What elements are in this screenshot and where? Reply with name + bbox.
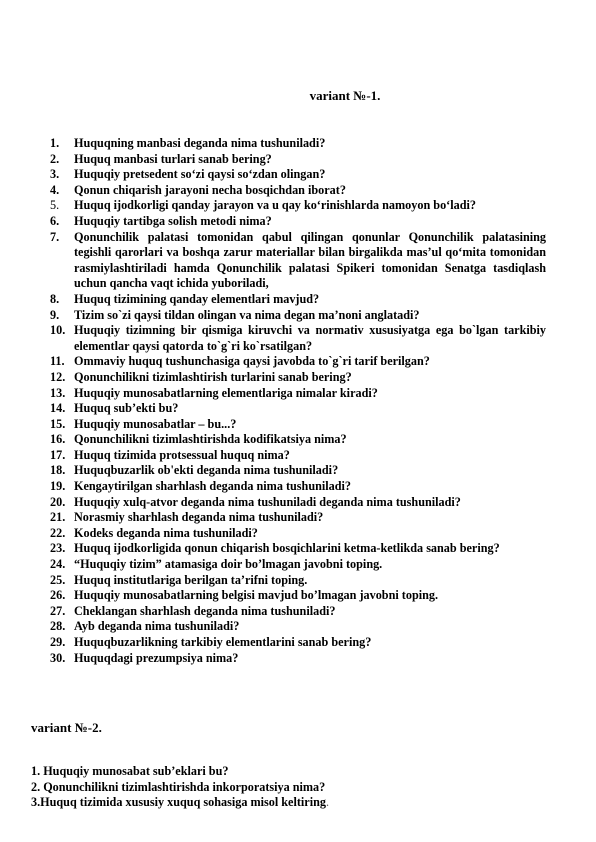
question-number: 6. <box>50 213 60 228</box>
question-number: 19. <box>50 479 66 494</box>
question-number: 12. <box>50 369 66 384</box>
question-item <box>50 526 546 542</box>
question-item <box>50 417 546 433</box>
question-item <box>50 541 546 557</box>
question-item <box>50 308 546 324</box>
question-item <box>50 230 546 292</box>
question-item <box>50 463 546 479</box>
question-text: Qonun chiqarish jarayoni necha bosqichdan iborat? <box>74 182 346 197</box>
question-text: Huquq institutlariga berilgan ta’rifni toping. <box>74 572 308 587</box>
question-number: 1. <box>50 136 60 150</box>
variant-1-question-list <box>50 136 546 666</box>
question-number: 24. <box>50 557 66 572</box>
question-number: 2. <box>50 151 60 166</box>
question-item <box>50 401 546 417</box>
question-number: 13. <box>50 385 66 400</box>
question-item <box>50 198 546 214</box>
question-text: Huquqdagi prezumpsiya nima? <box>74 650 239 665</box>
question-item <box>50 136 546 152</box>
question-item <box>50 432 546 448</box>
question-number: 3. <box>50 167 60 182</box>
question-item <box>50 183 546 199</box>
question-number: 18. <box>50 463 66 478</box>
question-item <box>31 795 551 811</box>
question-item <box>31 780 551 796</box>
question-number: 7. <box>50 229 60 244</box>
question-number: 26. <box>50 588 66 603</box>
question-number: 27. <box>50 603 66 618</box>
question-number: 4. <box>50 182 60 197</box>
question-item <box>50 354 546 370</box>
question-text: Huquq manbasi turlari sanab bering? <box>74 151 272 166</box>
variant-2-title: variant №-2. <box>31 720 102 735</box>
question-item <box>50 214 546 230</box>
question-item <box>50 635 546 651</box>
question-number: 29. <box>50 635 66 649</box>
question-text: Huquq sub’ekti bu? <box>74 401 179 416</box>
question-text: 2. Qonunchilikni tizimlashtirishda inkorporatsiya nima? <box>31 779 326 794</box>
question-text: Kengaytirilgan sharhlash deganda nima tushuniladi? <box>74 479 352 494</box>
question-text: Huquqbuzarlik ob'ekti deganda nima tushuniladi? <box>74 463 339 478</box>
question-number: 28. <box>50 619 66 634</box>
question-item <box>50 448 546 464</box>
variant-2-question-list <box>31 764 551 811</box>
question-number: 17. <box>50 447 66 462</box>
question-item <box>50 495 546 511</box>
question-number: 9. <box>50 307 60 322</box>
question-number: 20. <box>50 494 66 509</box>
question-item <box>50 651 546 667</box>
question-text: 1. Huquqiy munosabat sub’eklari bu? <box>31 764 229 778</box>
question-number: 25. <box>50 572 66 587</box>
question-text: Huquqiy tartibga solish metodi nima? <box>74 213 272 228</box>
question-text: Huquq tizimida protsessual huquq nima? <box>74 447 290 462</box>
question-text: Ayb deganda nima tushuniladi? <box>74 619 240 634</box>
question-number: 16. <box>50 432 66 447</box>
question-number: 11. <box>50 354 65 369</box>
question-number: 15. <box>50 416 66 431</box>
question-text: Huquqiy munosabatlarning elementlariga nimalar kiradi? <box>74 385 378 400</box>
question-number: 5. <box>50 198 60 213</box>
question-text: Huquq ijodkorligida qonun chiqarish bosqichlarini ketma-ketlikda sanab bering? <box>74 541 500 556</box>
question-text: Cheklangan sharhlash deganda nima tushuniladi? <box>74 603 336 618</box>
question-item <box>50 152 546 168</box>
question-item <box>50 619 546 635</box>
question-text: Ommaviy huquq tushunchasiga qaysi javobda to`g`ri tarif berilgan? <box>74 354 430 369</box>
question-text: 3.Huquq tizimida xususiy xuquq sohasiga misol keltiring <box>31 795 326 810</box>
question-item <box>50 573 546 589</box>
question-number: 23. <box>50 541 66 556</box>
question-item <box>50 604 546 620</box>
question-text: Huquq tizimining qanday elementlari mavjud? <box>74 291 320 306</box>
question-item <box>50 386 546 402</box>
question-text: Huquqiy xulq-atvor deganda nima tushuniladi deganda nima tushuniladi? <box>74 494 461 509</box>
question-number: 30. <box>50 650 66 665</box>
trailing-period: . <box>325 795 330 810</box>
question-item <box>50 167 546 183</box>
question-text: Tizim so`zi qaysi tildan olingan va nima degan ma’noni anglatadi? <box>74 307 420 322</box>
question-text: “Huquqiy tizim” atamasiga doir bo’lmagan javobni toping. <box>74 557 383 572</box>
question-number: 22. <box>50 525 66 540</box>
question-text: Huquqiy pretsedent so‘zi qaysi so‘zdan olingan? <box>74 167 326 182</box>
question-text: Huquqiy munosabatlarning belgisi mavjud bo’lmagan javobni toping. <box>74 588 439 603</box>
question-number: 14. <box>50 401 66 416</box>
variant-1-title: variant №-1. <box>309 88 381 103</box>
question-item <box>50 588 546 604</box>
question-number: 21. <box>50 510 66 525</box>
question-item <box>50 510 546 526</box>
question-item <box>31 764 551 780</box>
question-text: Huquq ijodkorligi qanday jarayon va u qay ko‘rinishlarda namoyon bo‘ladi? <box>74 198 476 213</box>
question-number: 8. <box>50 291 60 306</box>
question-text: Qonunchilikni tizimlashtirish turlarini sanab bering? <box>74 369 352 384</box>
question-item <box>50 479 546 495</box>
question-text: Huquqbuzarlikning tarkibiy elementlarini sanab bering? <box>74 635 372 649</box>
question-text: Huquqning manbasi deganda nima tushuniladi? <box>74 136 326 150</box>
question-text: Huquqiy tizimning bir qismiga kiruvchi va normativ xususiyatga ega bo`lgan tarkibiy elementlar qaysi qatorda to`g`ri ko`rsatilgan? <box>74 323 546 353</box>
question-text: Huquqiy munosabatlar – bu...? <box>74 416 237 431</box>
question-text: Kodeks deganda nima tushuniladi? <box>74 525 258 540</box>
question-item <box>50 557 546 573</box>
question-text: Qonunchilikni tizimlashtirishda kodifikatsiya nima? <box>74 432 347 447</box>
question-item <box>50 370 546 386</box>
question-text: Qonunchilik palatasi tomonidan qabul qilingan qonunlar Qonunchilik palatasining tegishli qarorlari va boshqa zarur materiallar bilan birgalikda mas’ul qo‘mita tomonidan rasmiylashtiriladi hamda Qonunchilik palatasi Spikeri tomonidan Senatga tasdiqlash uchun qancha vaqt ichida yuboriladi, <box>74 229 546 291</box>
question-text: Norasmiy sharhlash deganda nima tushuniladi? <box>74 510 324 525</box>
question-number: 10. <box>50 323 66 338</box>
question-item <box>50 323 546 354</box>
question-item <box>50 292 546 308</box>
